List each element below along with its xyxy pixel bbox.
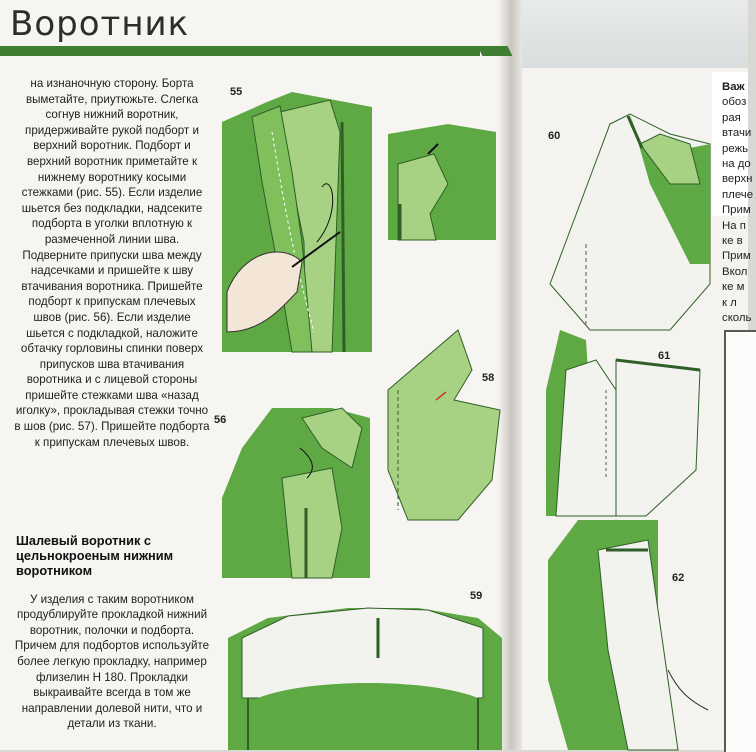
background-corner xyxy=(500,0,748,72)
figure-62-label: 62 xyxy=(672,572,685,584)
page-title: Воротник xyxy=(10,4,190,44)
right-line-4: втачи xyxy=(722,127,752,140)
body-text-1 xyxy=(14,76,210,450)
figure-55-illustration xyxy=(222,92,372,352)
figure-58-label: 58 xyxy=(482,372,495,384)
paragraph-1: на изнаночную сторону. Борта выметайте, приутюжьте. Слегка согнув нижний воротник, придерживайте рукой подборт и верхний воротник. Подборт и верхний воротник приметайте к нижнему воротнику косыми стежками (рис. 55). Если изделие шьется без подкладки, надсеките подборта в уголки вплотную к размеченной линии шва. Подверните припуски шва между надсечками и пришейте к шву втачивания воротника. Пришейте подборт к припускам плечевых швов (рис. 56). Если изделие шьется с подкладкой, наложите обтачку горловины спинки поверх припусков шва втачивания воротника и с лицевой стороны пришейте стежками шва «назад иголку», прокладывая стежки точно в шов (рис. 57). Пришейте подборта к припускам плечевых швов. xyxy=(14,77,210,449)
figure-60-illustration xyxy=(550,104,710,330)
right-line-10: На п xyxy=(722,219,746,232)
figure-56-illustration xyxy=(222,408,370,578)
figure-61-illustration xyxy=(546,330,700,516)
section-heading: Шалевый воротник с цельнокроеным нижним воротником xyxy=(16,533,174,578)
right-line-15: к л xyxy=(722,296,737,309)
right-line-9: Прим xyxy=(722,204,751,217)
figure-61-label: 61 xyxy=(658,350,671,362)
right-line-11: ке в xyxy=(722,235,743,248)
right-line-13: Вкол xyxy=(722,265,748,278)
right-line-8: плече xyxy=(722,188,754,201)
figure-62-illustration xyxy=(548,520,718,750)
info-box-frame xyxy=(724,330,756,752)
figure-57-illustration xyxy=(388,124,496,240)
right-line-7: верхн xyxy=(722,173,753,186)
paragraph-2: У изделия с таким воротником продублируйте прокладкой нижний воротник, полочки и подборта. Причем для подбортов используйте более легкую прокладку, например флизелин Н 180. Прокладки выкраивайте всегда в том же направлении долевой нити, что и детали из ткани. xyxy=(14,592,210,731)
right-line-16: сколь xyxy=(722,312,752,325)
right-line-3: рая xyxy=(722,111,741,124)
figure-59-label: 59 xyxy=(470,590,483,602)
figure-55-label: 55 xyxy=(230,86,243,98)
right-column-text xyxy=(722,80,753,327)
right-line-6: на до xyxy=(722,158,751,171)
title-rule xyxy=(0,46,480,56)
figure-56-label: 56 xyxy=(214,414,227,426)
figure-58-illustration xyxy=(388,330,500,520)
right-line-1: Важ xyxy=(722,81,745,93)
right-line-14: ке м xyxy=(722,281,745,294)
right-line-12: Прим xyxy=(722,250,751,263)
body-text-2 xyxy=(14,580,210,744)
figure-60-label: 60 xyxy=(548,130,561,142)
right-line-5: режь xyxy=(722,142,749,155)
right-line-2: обоз xyxy=(722,96,747,109)
figure-59-illustration xyxy=(228,598,502,750)
